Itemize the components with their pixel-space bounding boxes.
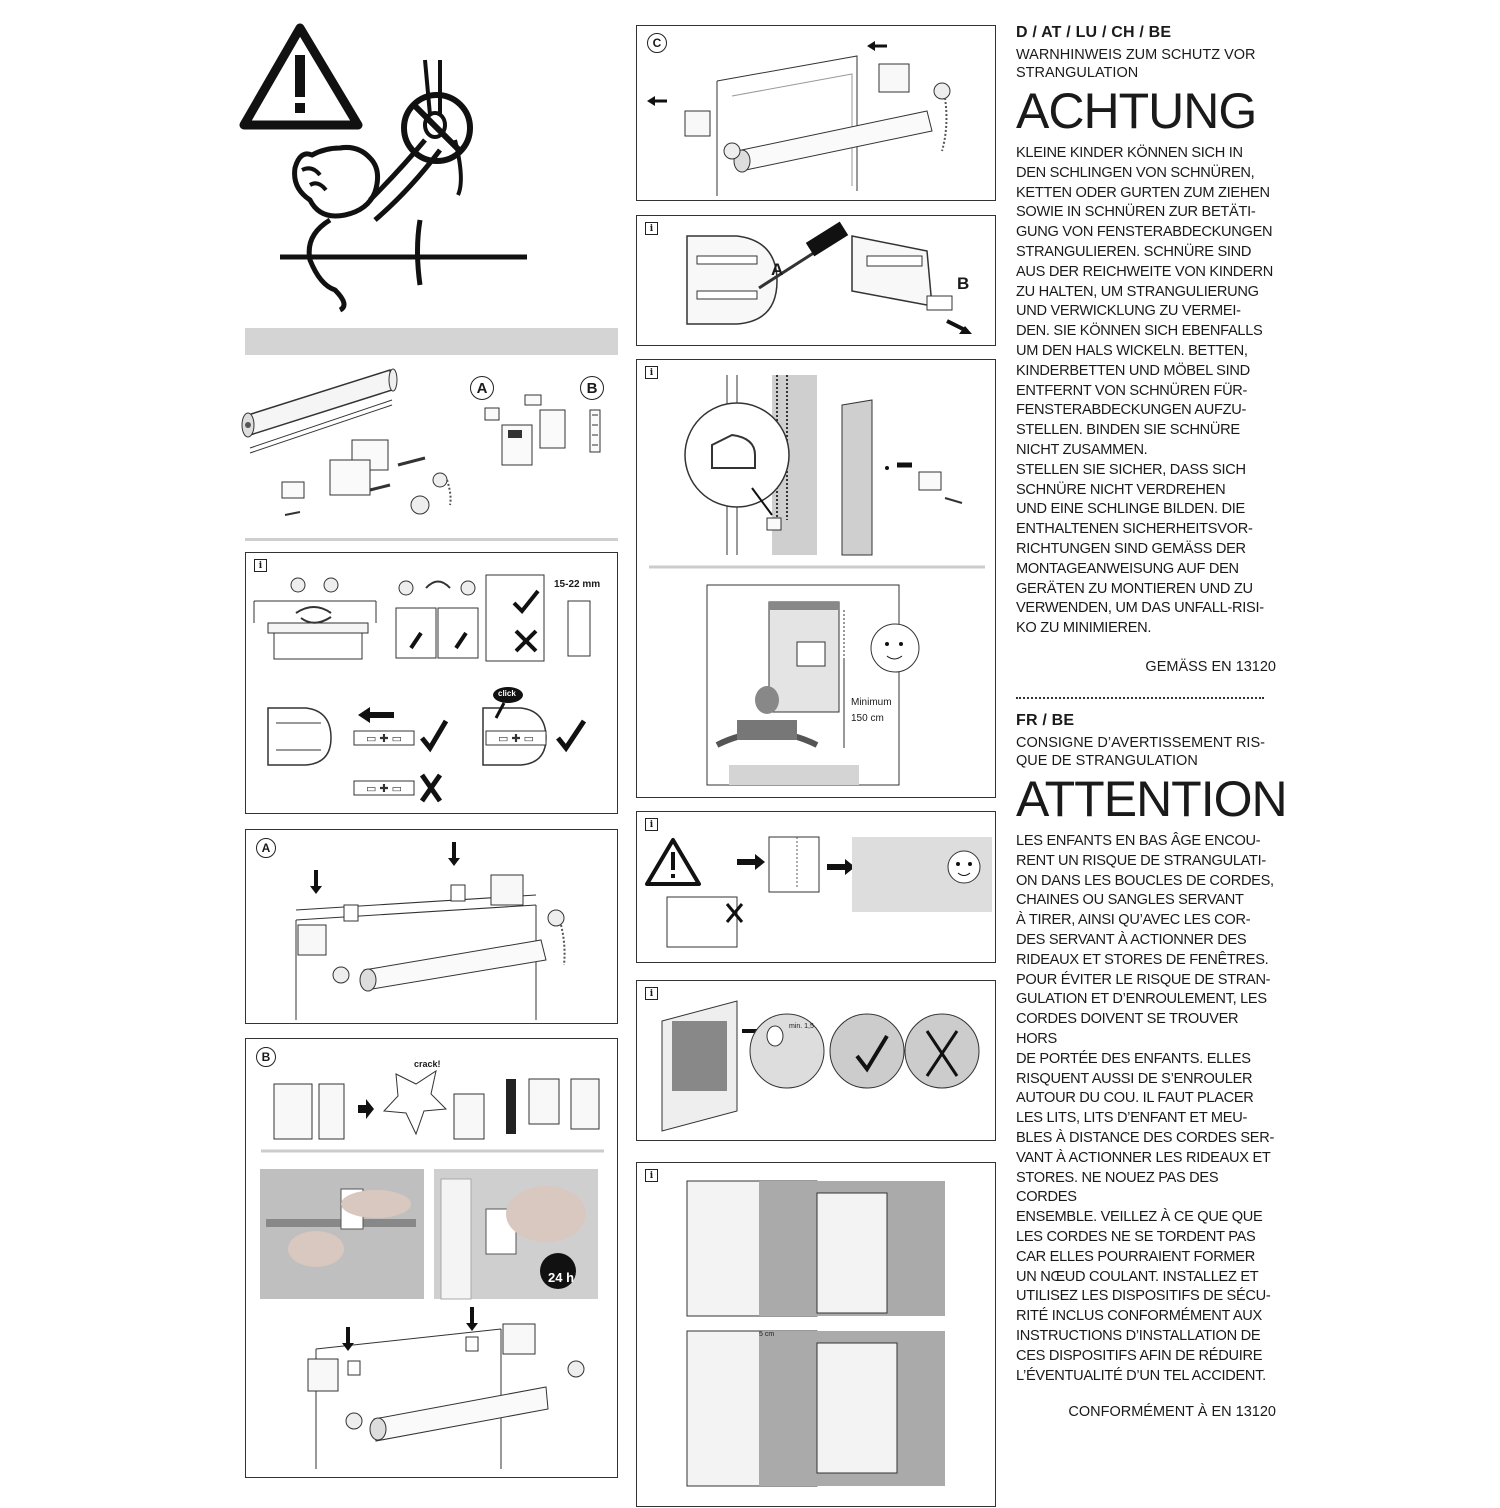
mounting-illustration bbox=[246, 553, 619, 815]
fabric-cutting-illustration bbox=[637, 1163, 997, 1508]
info-icon: i bbox=[645, 1169, 658, 1182]
strangulation-warning-pictogram bbox=[240, 20, 540, 320]
language-divider bbox=[1016, 697, 1264, 699]
badge-a: A bbox=[470, 376, 494, 400]
panel-tube-check-info bbox=[636, 980, 996, 1141]
info-icon: i bbox=[645, 818, 658, 831]
french-title: ATTENTION bbox=[1016, 771, 1287, 827]
panel-a-mounting bbox=[245, 829, 618, 1024]
german-warning-section bbox=[1016, 24, 1276, 675]
tube-check-illustration bbox=[637, 981, 997, 1142]
click-label: click bbox=[498, 689, 516, 698]
timer-label: 24 h bbox=[548, 1270, 575, 1285]
recess-mount-illustration bbox=[637, 26, 997, 202]
panel-assembly-info bbox=[245, 552, 618, 814]
warning-triangle-icon bbox=[240, 20, 540, 320]
svg-text:▭ ✚ ▭: ▭ ✚ ▭ bbox=[497, 733, 535, 745]
chain-warning-illustration bbox=[637, 812, 997, 964]
height-label: 150 cm bbox=[851, 713, 884, 724]
crack-label: crack! bbox=[414, 1059, 441, 1069]
svg-text:▭ ✚ ▭: ▭ ✚ ▭ bbox=[365, 783, 403, 795]
length-label: 5 cm bbox=[759, 1331, 775, 1338]
info-icon: i bbox=[645, 987, 658, 1000]
adhesive-mount-illustration bbox=[246, 1039, 619, 1479]
roller-blind-parts-illustration bbox=[240, 360, 620, 530]
panel-chain-warning-info bbox=[636, 811, 996, 963]
badge-c: C bbox=[647, 33, 667, 53]
panel-chain-safety-info bbox=[636, 359, 996, 798]
german-language-header: D / AT / LU / CH / BE bbox=[1016, 24, 1172, 41]
french-warning-section bbox=[1016, 712, 1287, 1421]
panel-cut-fabric-info bbox=[636, 1162, 996, 1507]
separator-line bbox=[245, 538, 618, 541]
panel-b-adhesive bbox=[245, 1038, 618, 1478]
badge-a: A bbox=[256, 838, 276, 858]
badge-b: B bbox=[256, 1047, 276, 1067]
screwdriver-release-illustration bbox=[637, 216, 997, 347]
svg-text:▭ ✚ ▭: ▭ ✚ ▭ bbox=[365, 733, 403, 745]
wall-mount-illustration bbox=[246, 830, 619, 1025]
german-title: ACHTUNG bbox=[1016, 83, 1257, 139]
panel-bracket-release-info bbox=[636, 215, 996, 346]
chain-tensioner-illustration bbox=[637, 360, 997, 799]
panel-c-mounting bbox=[636, 25, 996, 201]
german-body-text: KLEINE KINDER KÖNNEN SICH IN DEN SCHLINGEN VON SCHNÜREN, KETTEN ODER GURTEN ZUM ZIEHEN SOWIE IN SCHNÜREN ZUR BETÄTI- GUNG VON FENSTERABDECKUNGEN STRANGULIEREN. SCHNÜRE SIND AUS DER REICHWEITE VON KINDERN ZU HALTEN, UM STRANGULIERUNG UND VERWICKLUNG ZU VERMEI- DEN. SIE KÖNNEN SICH EBENFALLS UM DEN HALS WICKELN. BETTEN, KINDERBETTEN UND MÖBEL SIND ENTFERNT VON SCHNÜREN FÜR- FENSTERABDECKUNGEN AUFZU- STELLEN. BINDEN SIE SCHNÜRE NICHT ZUSAMMEN. STELLEN SIE SICHER, DASS SICH SCHNÜRE NICHT VERDREHEN UND EINE SCHLINGE BILDEN. DIE ENTHALTENEN SICHERHEITSVOR- RICHTUNGEN SIND GEMÄSS DER MONTAGEANWEISUNG AUF DEN GERÄTEN ZU MONTIEREN UND ZU VERWENDEN, UM DAS UNFALL-RISI- KO ZU MINIMIEREN. bbox=[1016, 145, 1273, 637]
minimum-label: Minimum bbox=[851, 697, 892, 708]
info-icon: i bbox=[645, 366, 658, 379]
badge-b: B bbox=[580, 376, 604, 400]
info-icon: i bbox=[254, 559, 267, 572]
german-norm-reference: GEMÄSS EN 13120 bbox=[1145, 658, 1276, 675]
info-icon: i bbox=[645, 222, 658, 235]
min-label: min. 1,5 bbox=[789, 1023, 814, 1030]
french-language-header: FR / BE bbox=[1016, 712, 1075, 729]
french-subtitle: CONSIGNE D’AVERTISSEMENT RIS- QUE DE STRANGULATION bbox=[1016, 735, 1265, 769]
parts-overview bbox=[240, 360, 620, 530]
french-body-text: LES ENFANTS EN BAS ÂGE ENCOU- RENT UN RISQUE DE STRANGULATI- ON DANS LES BOUCLES DE CORDES, CHAINES OU SANGLES SERVANT À TIRER, AINSI QU’AVEC LES COR- DES SERVANT À ACTIONNER DES RIDEAUX ET STORES DE FENÊTRES. POUR ÉVITER LE RISQUE DE STRAN- GULATION ET D’ENROULEMENT, LES CORDES DOIVENT SE TROUVER HORS DE PORTÉE DES ENFANTS. ELLES RISQUENT AUSSI DE S’ENROULER AUTOUR DU COU. IL FAUT PLACER LES LITS, LITS D’ENFANT ET MEU- BLES À DISTANCE DES CORDES SER- VANT À ACTIONNER LES RIDEAUX ET STORES. NE NOUEZ PAS DES CORDES ENSEMBLE. VEILLEZ À CE QUE QUE LES CORDES NE SE TORDENT PAS CAR ELLES POURRAIENT FORMER UN NŒUD COULANT. INSTALLEZ ET UTILISEZ LES DISPOSITIFS DE SÉCU- RITÉ INCLUS CONFORMÉMENT AUX INSTRUCTIONS D’INSTALLATION DE CES DISPOSITIFS AFIN DE RÉDUIRE L’ÉVENTUALITÉ D’UN TEL ACCIDENT. bbox=[1016, 833, 1275, 1384]
tool-label-b: B bbox=[957, 274, 970, 293]
tool-label-a: A bbox=[771, 260, 784, 279]
french-norm-reference: CONFORMÉMENT À EN 13120 bbox=[1068, 1404, 1276, 1421]
german-subtitle: WARNHINWEIS ZUM SCHUTZ VOR STRANGULATION bbox=[1016, 47, 1256, 81]
section-divider-bar bbox=[245, 328, 618, 355]
measure-label: 15-22 mm bbox=[554, 579, 601, 590]
